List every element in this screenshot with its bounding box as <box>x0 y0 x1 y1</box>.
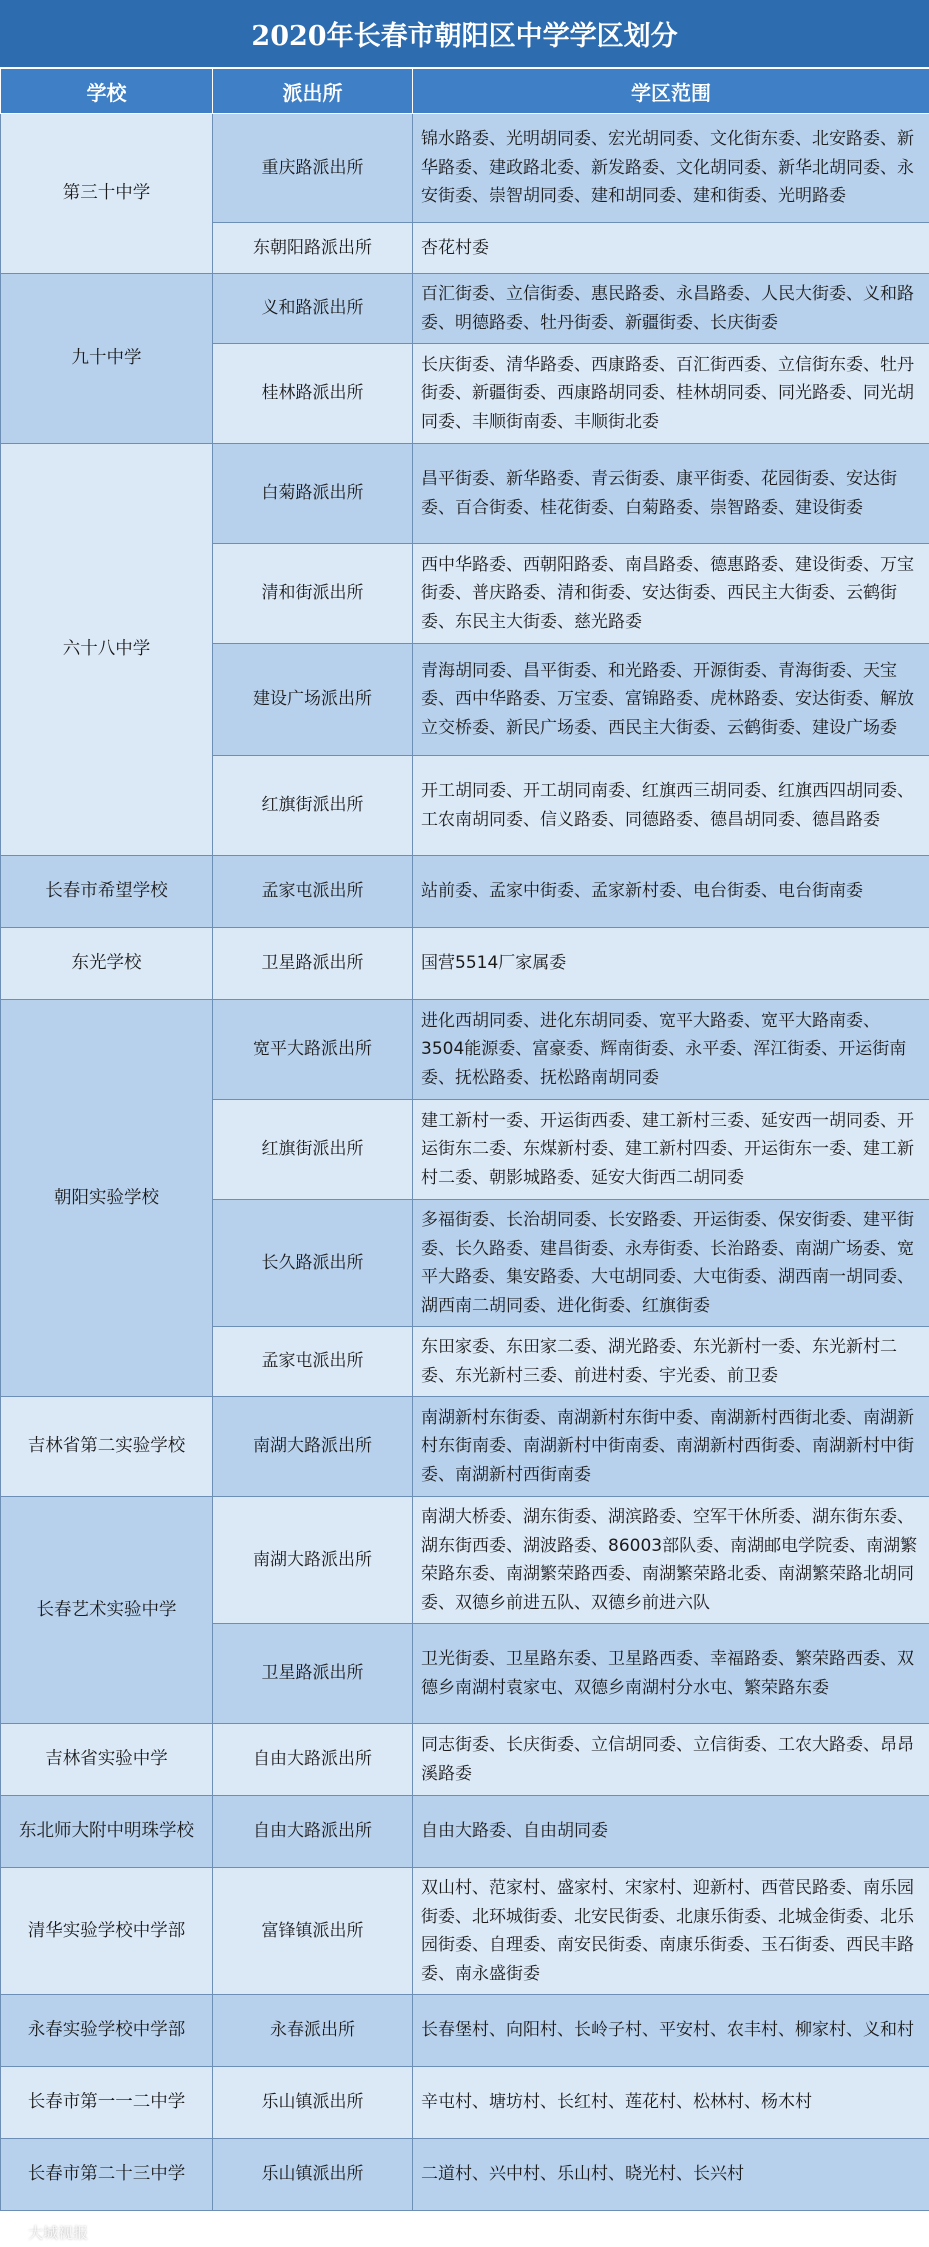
watermark <box>8 2222 88 2243</box>
school-cell: 清华实验学校中学部 <box>1 1868 213 1995</box>
station-cell: 乐山镇派出所 <box>213 2067 413 2139</box>
table-body <box>1 114 929 2211</box>
station-cell: 南湖大路派出所 <box>213 1497 413 1624</box>
station-cell: 清和街派出所 <box>213 544 413 644</box>
area-cell: 开工胡同委、开工胡同南委、红旗西三胡同委、红旗西四胡同委、工农南胡同委、信义路委、同德路委、德昌胡同委、德昌路委 <box>413 756 929 856</box>
table-row <box>1 444 929 544</box>
table-row <box>1 1497 929 1624</box>
area-cell: 西中华路委、西朝阳路委、南昌路委、德惠路委、建设街委、万宝街委、普庆路委、清和街委、安达街委、西民主大街委、云鹤街委、东民主大街委、慈光路委 <box>413 544 929 644</box>
header-area: 学区范围 <box>413 69 929 114</box>
school-cell: 第三十中学 <box>1 114 213 274</box>
school-cell: 永春实验学校中学部 <box>1 1995 213 2067</box>
header-school: 学校 <box>1 69 213 114</box>
table-row <box>1 1724 929 1796</box>
area-cell: 多福街委、长治胡同委、长安路委、开运街委、保安街委、建平街委、长久路委、建昌街委、永寿街委、长治路委、南湖广场委、宽平大路委、集安路委、大屯胡同委、大屯街委、湖西南一胡同委、湖西南二胡同委、进化街委、红旗街委 <box>413 1200 929 1327</box>
area-cell: 青海胡同委、昌平街委、和光路委、开源街委、青海街委、天宝委、西中华路委、万宝委、富锦路委、虎林路委、安达街委、解放立交桥委、新民广场委、西民主大街委、云鹤街委、建设广场委 <box>413 644 929 756</box>
school-cell: 长春市希望学校 <box>1 856 213 928</box>
school-cell: 长春市第二十三中学 <box>1 2139 213 2211</box>
station-cell: 红旗街派出所 <box>213 756 413 856</box>
station-cell: 建设广场派出所 <box>213 644 413 756</box>
circle-logo-icon <box>8 2225 24 2241</box>
school-cell: 吉林省实验中学 <box>1 1724 213 1796</box>
table-header-row <box>1 69 929 114</box>
table-row <box>1 2139 929 2211</box>
station-cell: 自由大路派出所 <box>213 1796 413 1868</box>
station-cell: 孟家屯派出所 <box>213 856 413 928</box>
station-cell: 桂林路派出所 <box>213 344 413 444</box>
school-cell: 朝阳实验学校 <box>1 1000 213 1397</box>
area-cell: 东田家委、东田家二委、湖光路委、东光新村一委、东光新村二委、东光新村三委、前进村委、宇光委、前卫委 <box>413 1327 929 1397</box>
area-cell: 杏花村委 <box>413 223 929 274</box>
station-cell: 乐山镇派出所 <box>213 2139 413 2211</box>
area-cell: 昌平街委、新华路委、青云街委、康平街委、花园街委、安达街委、百合街委、桂花街委、白菊路委、崇智路委、建设街委 <box>413 444 929 544</box>
table-row <box>1 274 929 344</box>
school-cell: 六十八中学 <box>1 444 213 856</box>
school-cell: 吉林省第二实验学校 <box>1 1397 213 1497</box>
area-cell: 百汇街委、立信街委、惠民路委、永昌路委、人民大街委、义和路委、明德路委、牡丹街委、新疆街委、长庆街委 <box>413 274 929 344</box>
table-row <box>1 1796 929 1868</box>
school-cell: 长春市第一一二中学 <box>1 2067 213 2139</box>
area-cell: 二道村、兴中村、乐山村、晓光村、长兴村 <box>413 2139 929 2211</box>
area-cell: 长庆街委、清华路委、西康路委、百汇街西委、立信街东委、牡丹街委、新疆街委、西康路胡同委、桂林胡同委、同光路委、同光胡同委、丰顺街南委、丰顺街北委 <box>413 344 929 444</box>
station-cell: 红旗街派出所 <box>213 1100 413 1200</box>
table-row <box>1 928 929 1000</box>
header-station: 派出所 <box>213 69 413 114</box>
station-cell: 东朝阳路派出所 <box>213 223 413 274</box>
station-cell: 长久路派出所 <box>213 1200 413 1327</box>
table-row <box>1 1995 929 2067</box>
page-title: 2020年长春市朝阳区中学学区划分 <box>0 0 929 68</box>
area-cell: 国营5514厂家属委 <box>413 928 929 1000</box>
school-cell: 九十中学 <box>1 274 213 444</box>
table-row <box>1 114 929 223</box>
school-cell: 东北师大附中明珠学校 <box>1 1796 213 1868</box>
table-row <box>1 1397 929 1497</box>
area-cell: 站前委、孟家中街委、孟家新村委、电台街委、电台街南委 <box>413 856 929 928</box>
station-cell: 南湖大路派出所 <box>213 1397 413 1497</box>
area-cell: 进化西胡同委、进化东胡同委、宽平大路委、宽平大路南委、3504能源委、富豪委、辉南街委、永平委、浑江街委、开运街南委、抚松路委、抚松路南胡同委 <box>413 1000 929 1100</box>
station-cell: 卫星路派出所 <box>213 928 413 1000</box>
station-cell: 义和路派出所 <box>213 274 413 344</box>
station-cell: 宽平大路派出所 <box>213 1000 413 1100</box>
table-row <box>1 1000 929 1100</box>
table-row <box>1 1868 929 1995</box>
area-cell: 长春堡村、向阳村、长岭子村、平安村、农丰村、柳家村、义和村 <box>413 1995 929 2067</box>
station-cell: 重庆路派出所 <box>213 114 413 223</box>
area-cell: 南湖新村东街委、南湖新村东街中委、南湖新村西街北委、南湖新村东街南委、南湖新村中街南委、南湖新村西街委、南湖新村中街委、南湖新村西街南委 <box>413 1397 929 1497</box>
station-cell: 卫星路派出所 <box>213 1624 413 1724</box>
school-cell: 长春艺术实验中学 <box>1 1497 213 1724</box>
table-row <box>1 2067 929 2139</box>
area-cell: 同志街委、长庆街委、立信胡同委、立信街委、工农大路委、昂昂溪路委 <box>413 1724 929 1796</box>
area-cell: 辛屯村、塘坊村、长红村、莲花村、松林村、杨木村 <box>413 2067 929 2139</box>
station-cell: 富锋镇派出所 <box>213 1868 413 1995</box>
district-table <box>0 68 929 2211</box>
station-cell: 孟家屯派出所 <box>213 1327 413 1397</box>
table-row <box>1 856 929 928</box>
school-cell: 东光学校 <box>1 928 213 1000</box>
area-cell: 双山村、范家村、盛家村、宋家村、迎新村、西菅民路委、南乐园街委、北环城街委、北安民街委、北康乐街委、北城金街委、北乐园街委、自理委、南安民街委、南康乐街委、玉石街委、西民丰路委、南永盛街委 <box>413 1868 929 1995</box>
station-cell: 永春派出所 <box>213 1995 413 2067</box>
area-cell: 锦水路委、光明胡同委、宏光胡同委、文化街东委、北安路委、新华路委、建政路北委、新发路委、文化胡同委、新华北胡同委、永安街委、崇智胡同委、建和胡同委、建和街委、光明路委 <box>413 114 929 223</box>
station-cell: 自由大路派出所 <box>213 1724 413 1796</box>
watermark-text: 大城视报 <box>28 2224 89 2242</box>
area-cell: 建工新村一委、开运街西委、建工新村三委、延安西一胡同委、开运街东二委、东煤新村委、建工新村四委、开运街东一委、建工新村二委、朝影城路委、延安大街西二胡同委 <box>413 1100 929 1200</box>
area-cell: 南湖大桥委、湖东街委、湖滨路委、空军干休所委、湖东街东委、湖东街西委、湖波路委、86003部队委、南湖邮电学院委、南湖繁荣路东委、南湖繁荣路西委、南湖繁荣路北委、南湖繁荣路北胡同委、双德乡前进五队、双德乡前进六队 <box>413 1497 929 1624</box>
area-cell: 卫光街委、卫星路东委、卫星路西委、幸福路委、繁荣路西委、双德乡南湖村袁家屯、双德乡南湖村分水屯、繁荣路东委 <box>413 1624 929 1724</box>
area-cell: 自由大路委、自由胡同委 <box>413 1796 929 1868</box>
station-cell: 白菊路派出所 <box>213 444 413 544</box>
